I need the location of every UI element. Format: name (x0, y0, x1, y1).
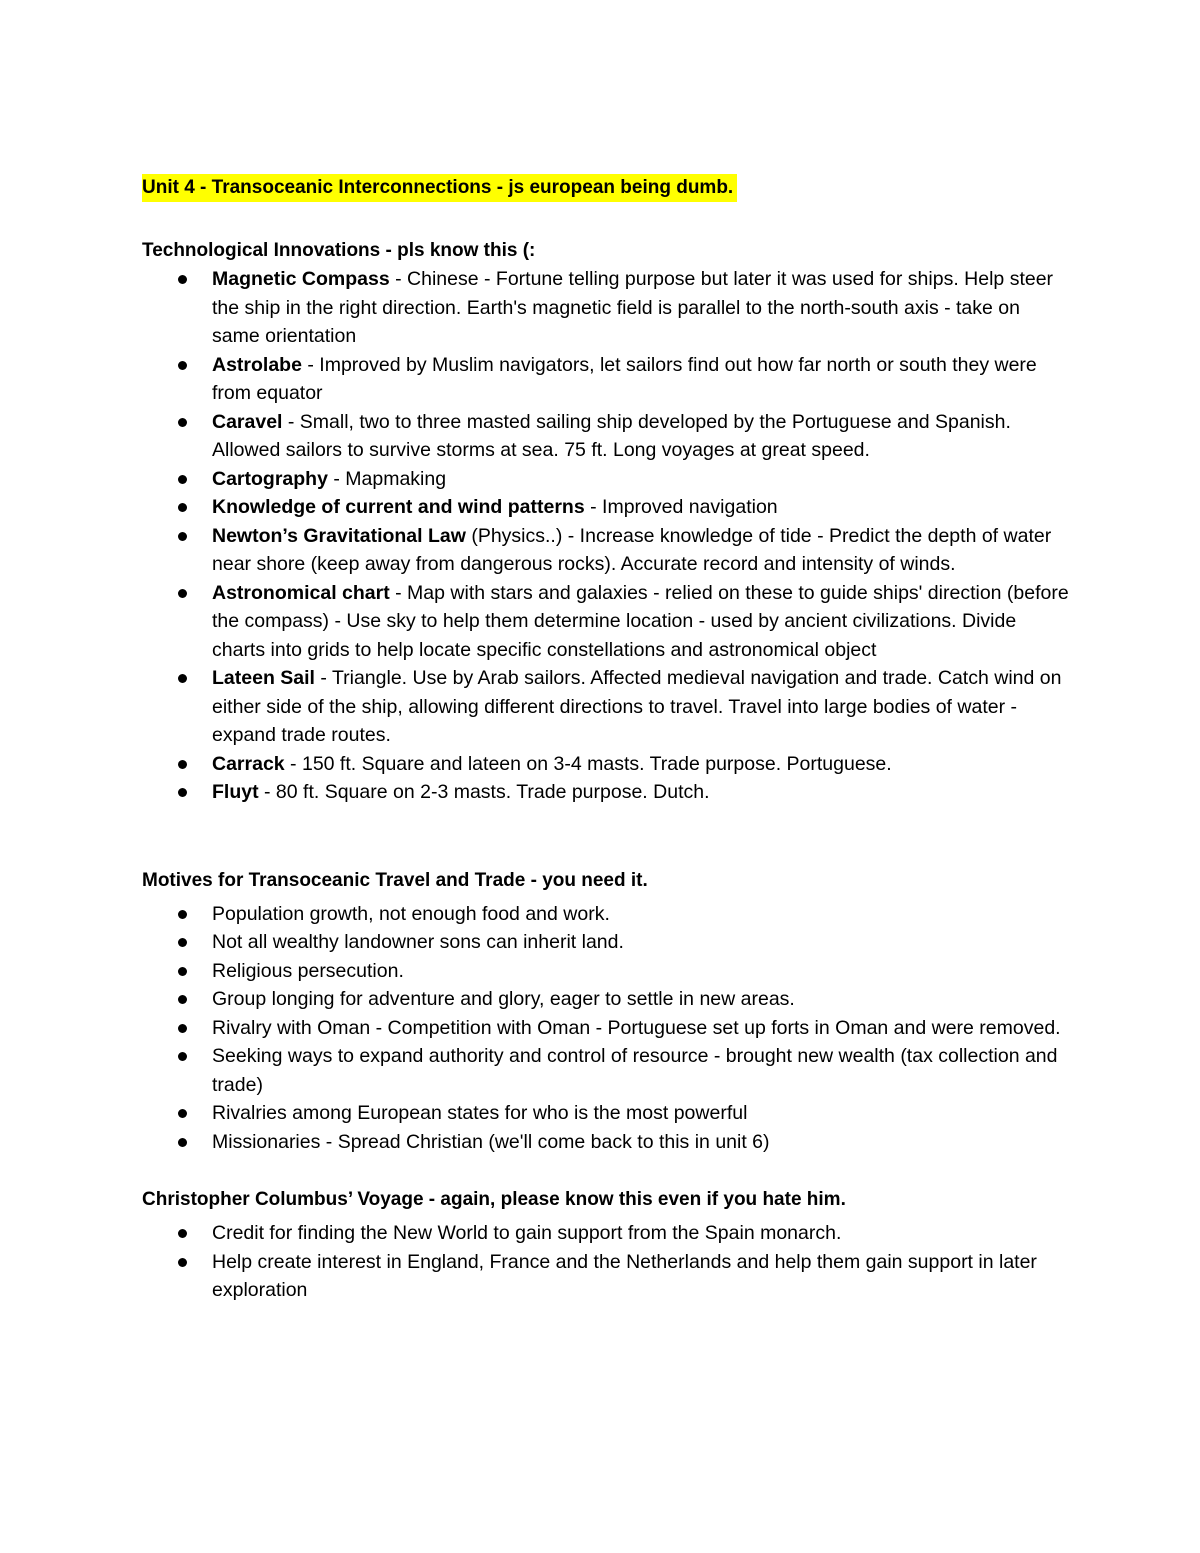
description: - Mapmaking (327, 467, 447, 490)
bullet-list (142, 900, 1072, 1157)
section-columbus-voyage (142, 1186, 1072, 1305)
bullet-icon (178, 589, 187, 598)
description: - Triangle. Use by Arab sailors. Affected medieval navigation and trade. Catch wind on either side of the ship, allowing different directions to travel. Travel into large bodies of water - expand trade routes. (212, 667, 1062, 746)
list-item (142, 778, 1072, 807)
list-item (142, 957, 1072, 986)
list-item-text: Religious persecution. (212, 959, 404, 982)
bullet-icon (178, 532, 187, 541)
list-item-text: Missionaries - Spread Christian (we'll come back to this in unit 6) (212, 1130, 770, 1153)
term: Fluyt (212, 781, 259, 803)
description: - 80 ft. Square on 2-3 masts. Trade purpose. Dutch. (258, 781, 710, 803)
section-heading: Technological Innovations - pls know this (: (142, 240, 536, 261)
bullet-icon (178, 1052, 187, 1061)
term: Caravel (212, 410, 283, 433)
bullet-icon (178, 1229, 187, 1238)
list-item (142, 900, 1072, 929)
list-item-text: Rivalry with Oman - Competition with Oman - Portuguese set up forts in Oman and were removed. (212, 1016, 1061, 1039)
bullet-icon (178, 674, 187, 683)
list-item (142, 408, 1072, 465)
list-item-text: Rivalries among European states for who is the most powerful (212, 1102, 748, 1124)
bullet-icon (178, 1258, 187, 1267)
description: (Physics..) - Increase knowledge of tide - Predict the depth of water near shore (keep away from dangerous rocks). Accurate record and intensity of winds. (212, 524, 1052, 575)
list-item (142, 1014, 1072, 1043)
bullet-icon (178, 760, 187, 769)
list-item (142, 265, 1072, 351)
term: Cartography (212, 467, 328, 490)
description: - Small, two to three masted sailing ship developed by the Portuguese and Spanish. Allowed sailors to survive storms at sea. 75 ft. Long voyages at great speed. (212, 410, 1011, 461)
term: Newton’s Gravitational Law (212, 524, 466, 547)
list-item (142, 1219, 1072, 1248)
bullet-list (142, 265, 1072, 807)
bullet-list (142, 1219, 1072, 1305)
list-item (142, 985, 1072, 1014)
list-item (142, 351, 1072, 408)
description: - Improved by Muslim navigators, let sailors find out how far north or south they were from equator (212, 353, 1037, 404)
bullet-icon (178, 910, 187, 919)
term: Astrolabe (212, 353, 302, 376)
bullet-icon (178, 1024, 187, 1033)
list-item (142, 522, 1072, 579)
list-item-text: Population growth, not enough food and work. (212, 902, 610, 925)
list-item (142, 493, 1072, 522)
bullet-icon (178, 418, 187, 427)
bullet-icon (178, 995, 187, 1004)
bullet-icon (178, 967, 187, 976)
section-motives (142, 867, 1072, 1157)
bullet-icon (178, 503, 187, 512)
term: Lateen Sail (212, 667, 315, 689)
description: - 150 ft. Square and lateen on 3-4 masts. Trade purpose. Portuguese. (284, 752, 892, 775)
description: - Map with stars and galaxies - relied on these to guide ships' direction (before the compass) - Use sky to help them determine location - used by ancient civilizations. Divide charts into grids to help locate specific constellations and astronomical object (212, 581, 1069, 661)
list-item (142, 664, 1072, 750)
section-heading: Christopher Columbus’ Voyage - again, please know this even if you hate him. (142, 1189, 846, 1210)
bullet-icon (178, 788, 187, 797)
list-item (142, 1042, 1072, 1099)
list-item-text: Help create interest in England, France and the Netherlands and help them gain support in later exploration (212, 1250, 1037, 1301)
section-heading: Motives for Transoceanic Travel and Trade - you need it. (142, 869, 648, 891)
bullet-icon (178, 361, 187, 370)
section-technological-innovations (142, 237, 1072, 807)
bullet-icon (178, 938, 187, 947)
list-item (142, 579, 1072, 665)
list-item (142, 1128, 1072, 1157)
list-item (142, 750, 1072, 779)
description: - Improved navigation (584, 496, 778, 518)
list-item (142, 1099, 1072, 1128)
document-page (142, 174, 1072, 1305)
bullet-icon (178, 1138, 187, 1147)
term: Carrack (212, 752, 285, 775)
term: Astronomical chart (212, 581, 390, 604)
term: Magnetic Compass (212, 268, 390, 290)
list-item (142, 928, 1072, 957)
list-item-text: Seeking ways to expand authority and control of resource - brought new wealth (tax collection and trade) (212, 1045, 1058, 1096)
list-item-text: Credit for finding the New World to gain support from the Spain monarch. (212, 1222, 842, 1244)
list-item-text: Not all wealthy landowner sons can inherit land. (212, 931, 624, 953)
bullet-icon (178, 275, 187, 284)
bullet-icon (178, 1109, 187, 1118)
list-item (142, 465, 1072, 494)
list-item (142, 1248, 1072, 1305)
bullet-icon (178, 475, 187, 484)
description: - Chinese - Fortune telling purpose but later it was used for ships. Help steer the ship in the right direction. Earth's magnetic field is parallel to the north-south axis - take on same orientation (212, 268, 1054, 347)
term: Knowledge of current and wind patterns (212, 496, 585, 518)
list-item-text: Group longing for adventure and glory, eager to settle in new areas. (212, 988, 795, 1010)
document-title: Unit 4 - Transoceanic Interconnections - js european being dumb. (142, 174, 737, 202)
